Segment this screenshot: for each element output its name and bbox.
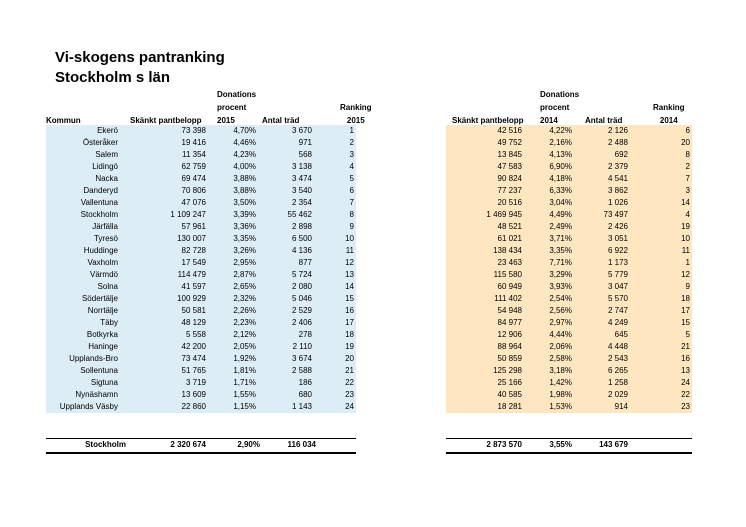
table-row (46, 149, 356, 161)
header-donations-label: Donations (540, 90, 580, 99)
table-row (46, 401, 356, 413)
cell-procent: 3,35% (233, 234, 256, 243)
cell-kommun: Järfälla (92, 222, 118, 231)
cell-ranking: 1 (349, 126, 354, 135)
page-title: Vi-skogens pantranking (55, 49, 225, 66)
cell-trad: 1 173 (607, 258, 628, 267)
cell-trad: 914 (614, 402, 628, 411)
cell-procent: 1,53% (549, 402, 572, 411)
cell-ranking: 4 (349, 162, 354, 171)
cell-belopp: 111 402 (494, 294, 522, 303)
table-row (446, 317, 692, 329)
cell-trad: 55 462 (287, 210, 312, 219)
cell-trad: 1 258 (607, 378, 628, 387)
cell-procent: 2,05% (233, 342, 256, 351)
cell-trad: 692 (614, 150, 628, 159)
cell-belopp: 77 237 (497, 186, 522, 195)
cell-belopp: 114 479 (177, 270, 206, 279)
cell-kommun: Vallentuna (80, 198, 118, 207)
cell-trad: 3 540 (291, 186, 312, 195)
cell-ranking: 17 (345, 318, 354, 327)
cell-trad: 2 379 (607, 162, 628, 171)
cell-trad: 1 026 (607, 198, 628, 207)
cell-belopp: 25 166 (497, 378, 522, 387)
cell-belopp: 115 580 (493, 270, 522, 279)
cell-belopp: 62 759 (181, 162, 206, 171)
table-row (46, 377, 356, 389)
cell-ranking: 9 (685, 282, 690, 291)
cell-ranking: 11 (681, 246, 690, 255)
cell-belopp: 51 765 (181, 366, 206, 375)
cell-kommun: Ekerö (97, 126, 118, 135)
cell-trad: 278 (298, 330, 312, 339)
cell-kommun: Täby (100, 318, 118, 327)
cell-ranking: 3 (685, 186, 690, 195)
cell-belopp: 69 474 (181, 174, 206, 183)
table-row (46, 209, 356, 221)
cell-ranking: 15 (681, 318, 690, 327)
cell-procent: 3,50% (233, 198, 256, 207)
cell-belopp: 61 021 (497, 234, 522, 243)
cell-ranking: 3 (349, 150, 354, 159)
cell-trad: 3 138 (291, 162, 312, 171)
ranking-table-2015 (46, 125, 356, 413)
cell-procent: 4,00% (233, 162, 256, 171)
cell-procent: 4,70% (233, 126, 256, 135)
header-ranking-year: 2015 (346, 116, 365, 125)
cell-trad: 2 529 (291, 306, 312, 315)
cell-ranking: 14 (681, 198, 690, 207)
total-trad-2014: 143 679 (599, 440, 628, 449)
cell-ranking: 16 (345, 306, 354, 315)
cell-procent: 2,65% (233, 282, 256, 291)
table-row (46, 293, 356, 305)
table-row (446, 233, 692, 245)
cell-ranking: 4 (685, 210, 690, 219)
cell-belopp: 90 824 (497, 174, 522, 183)
table-row (446, 149, 692, 161)
cell-trad: 2 898 (291, 222, 312, 231)
cell-trad: 3 670 (291, 126, 312, 135)
table-row (46, 353, 356, 365)
cell-procent: 4,23% (233, 150, 256, 159)
cell-procent: 1,92% (233, 354, 256, 363)
cell-trad: 186 (298, 378, 312, 387)
cell-belopp: 13 609 (181, 390, 206, 399)
cell-trad: 680 (298, 390, 312, 399)
cell-belopp: 5 558 (185, 330, 206, 339)
header-donations-2015 (217, 88, 256, 127)
cell-ranking: 24 (681, 378, 690, 387)
cell-procent: 2,87% (233, 270, 256, 279)
cell-kommun: Upplands Väsby (59, 402, 118, 411)
table-row (46, 185, 356, 197)
cell-ranking: 8 (349, 210, 354, 219)
cell-procent: 4,44% (549, 330, 572, 339)
cell-procent: 3,88% (233, 186, 256, 195)
cell-ranking: 22 (681, 390, 690, 399)
cell-procent: 4,18% (549, 174, 572, 183)
cell-procent: 2,23% (233, 318, 256, 327)
cell-belopp: 17 549 (181, 258, 206, 267)
cell-kommun: Norrtälje (87, 306, 118, 315)
cell-belopp: 11 354 (182, 150, 206, 159)
cell-ranking: 23 (345, 390, 354, 399)
cell-ranking: 7 (685, 174, 690, 183)
cell-trad: 3 674 (291, 354, 312, 363)
cell-belopp: 48 129 (181, 318, 206, 327)
table-row (446, 257, 692, 269)
cell-kommun: Upplands-Bro (69, 354, 118, 363)
cell-procent: 2,58% (549, 354, 572, 363)
table-row (446, 197, 692, 209)
header-procent-label: procent (217, 103, 247, 112)
cell-ranking: 6 (685, 126, 690, 135)
cell-trad: 877 (298, 258, 312, 267)
cell-ranking: 14 (345, 282, 354, 291)
cell-procent: 3,71% (549, 234, 572, 243)
cell-procent: 2,56% (549, 306, 572, 315)
cell-belopp: 100 929 (177, 294, 206, 303)
cell-procent: 1,55% (233, 390, 256, 399)
cell-belopp: 57 961 (181, 222, 206, 231)
table-row (446, 329, 692, 341)
table-row (46, 329, 356, 341)
cell-kommun: Sollentuna (80, 366, 118, 375)
header-year-label: 2015 (217, 116, 235, 125)
cell-procent: 2,95% (233, 258, 256, 267)
cell-kommun: Solna (97, 282, 118, 291)
cell-belopp: 50 581 (181, 306, 206, 315)
cell-belopp: 73 474 (181, 354, 206, 363)
cell-ranking: 10 (345, 234, 354, 243)
cell-ranking: 15 (345, 294, 354, 303)
header-ranking-2014 (653, 101, 685, 127)
cell-belopp: 54 948 (497, 306, 522, 315)
total-belopp-2015: 2 320 674 (170, 440, 206, 449)
table-row (446, 269, 692, 281)
table-row (446, 401, 692, 413)
cell-belopp: 88 964 (497, 342, 522, 351)
cell-kommun: Österåker (82, 138, 118, 147)
cell-kommun: Haninge (88, 342, 118, 351)
cell-procent: 3,18% (549, 366, 572, 375)
cell-kommun: Stockholm (80, 210, 118, 219)
table-row (446, 281, 692, 293)
cell-belopp: 60 949 (497, 282, 522, 291)
cell-ranking: 13 (345, 270, 354, 279)
table-row (46, 125, 356, 137)
cell-procent: 3,26% (233, 246, 256, 255)
cell-trad: 2 354 (291, 198, 312, 207)
cell-ranking: 8 (685, 150, 690, 159)
cell-belopp: 48 521 (497, 222, 522, 231)
cell-procent: 2,06% (549, 342, 572, 351)
cell-procent: 3,39% (233, 210, 256, 219)
table-row (46, 281, 356, 293)
cell-trad: 5 724 (291, 270, 312, 279)
cell-procent: 6,33% (549, 186, 572, 195)
cell-trad: 3 474 (291, 174, 312, 183)
cell-belopp: 3 719 (185, 378, 206, 387)
cell-ranking: 20 (681, 138, 690, 147)
cell-trad: 2 406 (291, 318, 312, 327)
cell-ranking: 17 (681, 306, 690, 315)
total-rule-bottom-left (46, 452, 356, 454)
table-row (446, 245, 692, 257)
table-row (46, 137, 356, 149)
cell-ranking: 7 (349, 198, 354, 207)
cell-ranking: 21 (345, 366, 354, 375)
cell-trad: 2 488 (607, 138, 628, 147)
cell-procent: 2,97% (549, 318, 572, 327)
cell-procent: 4,22% (549, 126, 572, 135)
cell-procent: 1,15% (233, 402, 256, 411)
header-ranking-label: Ranking (340, 103, 372, 112)
cell-trad: 4 448 (607, 342, 628, 351)
cell-belopp: 125 298 (493, 366, 522, 375)
table-row (446, 365, 692, 377)
cell-trad: 4 249 (607, 318, 628, 327)
table-row (446, 173, 692, 185)
cell-ranking: 9 (349, 222, 354, 231)
header-year-label: 2014 (540, 116, 558, 125)
cell-ranking: 11 (345, 246, 354, 255)
cell-procent: 2,54% (549, 294, 572, 303)
cell-belopp: 12 906 (497, 330, 522, 339)
cell-ranking: 22 (345, 378, 354, 387)
table-row (446, 389, 692, 401)
cell-procent: 6,90% (549, 162, 572, 171)
cell-kommun: Nynäshamn (75, 390, 118, 399)
cell-trad: 5 570 (607, 294, 628, 303)
cell-trad: 645 (614, 330, 628, 339)
cell-belopp: 13 845 (497, 150, 522, 159)
cell-procent: 2,49% (549, 222, 572, 231)
cell-kommun: Salem (95, 150, 118, 159)
cell-ranking: 19 (681, 222, 690, 231)
cell-trad: 2 126 (607, 126, 628, 135)
cell-belopp: 50 859 (497, 354, 522, 363)
cell-belopp: 84 977 (497, 318, 522, 327)
cell-kommun: Lidingö (92, 162, 118, 171)
cell-procent: 3,93% (549, 282, 572, 291)
cell-ranking: 18 (345, 330, 354, 339)
cell-trad: 4 541 (607, 174, 628, 183)
header-donations-2014 (540, 88, 579, 127)
cell-trad: 6 500 (291, 234, 312, 243)
cell-belopp: 47 076 (181, 198, 206, 207)
header-kommun: Kommun (46, 116, 81, 125)
cell-ranking: 10 (681, 234, 690, 243)
table-row (46, 257, 356, 269)
cell-trad: 5 779 (607, 270, 628, 279)
header-procent-label: procent (540, 103, 570, 112)
cell-belopp: 18 281 (497, 402, 522, 411)
cell-procent: 2,32% (233, 294, 256, 303)
cell-belopp: 41 597 (181, 282, 206, 291)
cell-belopp: 22 860 (181, 402, 206, 411)
cell-trad: 2 080 (291, 282, 312, 291)
table-row (446, 377, 692, 389)
cell-ranking: 5 (349, 174, 354, 183)
header-belopp-2014: Skänkt pantbelopp (452, 116, 524, 125)
cell-trad: 3 047 (607, 282, 628, 291)
cell-procent: 4,49% (549, 210, 572, 219)
cell-belopp: 49 752 (497, 138, 522, 147)
cell-trad: 4 136 (291, 246, 312, 255)
cell-trad: 2 588 (291, 366, 312, 375)
cell-kommun: Danderyd (83, 186, 118, 195)
cell-ranking: 18 (681, 294, 690, 303)
table-row (46, 173, 356, 185)
cell-ranking: 20 (345, 354, 354, 363)
cell-ranking: 2 (349, 138, 354, 147)
cell-belopp: 47 583 (497, 162, 522, 171)
total-procent-2014: 3,55% (549, 440, 572, 449)
cell-procent: 3,29% (549, 270, 572, 279)
total-procent-2015: 2,90% (237, 440, 260, 449)
cell-belopp: 130 007 (177, 234, 206, 243)
cell-belopp: 40 585 (497, 390, 522, 399)
table-row (46, 245, 356, 257)
table-row (446, 185, 692, 197)
cell-trad: 73 497 (603, 210, 628, 219)
cell-ranking: 2 (685, 162, 690, 171)
table-row (46, 197, 356, 209)
page-subtitle: Stockholm s län (55, 69, 171, 86)
cell-ranking: 23 (681, 402, 690, 411)
cell-ranking: 6 (349, 186, 354, 195)
table-row (46, 161, 356, 173)
cell-kommun: Södertälje (81, 294, 118, 303)
header-trad-2014: Antal träd (585, 116, 623, 125)
cell-belopp: 82 728 (181, 246, 206, 255)
cell-belopp: 19 416 (181, 138, 206, 147)
cell-trad: 2 029 (607, 390, 628, 399)
cell-procent: 1,81% (233, 366, 256, 375)
cell-kommun: Huddinge (83, 246, 118, 255)
cell-trad: 568 (298, 150, 312, 159)
header-ranking-year: 2014 (659, 116, 678, 125)
header-belopp-2015: Skänkt pantbelopp (130, 116, 202, 125)
cell-procent: 2,16% (549, 138, 572, 147)
table-row (46, 389, 356, 401)
table-row (446, 209, 692, 221)
cell-trad: 6 265 (607, 366, 628, 375)
cell-ranking: 19 (345, 342, 354, 351)
cell-procent: 1,42% (549, 378, 572, 387)
table-row (446, 341, 692, 353)
cell-procent: 4,46% (233, 138, 256, 147)
table-row (46, 269, 356, 281)
cell-ranking: 16 (681, 354, 690, 363)
cell-belopp: 1 109 247 (170, 210, 206, 219)
header-donations-label: Donations (217, 90, 257, 99)
cell-kommun: Vaxholm (87, 258, 118, 267)
cell-procent: 1,71% (233, 378, 256, 387)
cell-trad: 971 (298, 138, 312, 147)
cell-procent: 7,71% (549, 258, 572, 267)
cell-belopp: 1 469 945 (486, 210, 522, 219)
header-trad-2015: Antal träd (262, 116, 300, 125)
cell-kommun: Sigtuna (90, 378, 118, 387)
table-row (446, 353, 692, 365)
total-kommun: Stockholm (85, 440, 126, 449)
cell-belopp: 42 516 (497, 126, 522, 135)
cell-procent: 3,04% (549, 198, 572, 207)
table-row (46, 221, 356, 233)
cell-belopp: 70 806 (181, 186, 206, 195)
total-rule-bottom-right (446, 452, 692, 454)
cell-trad: 2 110 (292, 342, 312, 351)
cell-ranking: 24 (345, 402, 354, 411)
cell-procent: 3,88% (233, 174, 256, 183)
table-row (446, 125, 692, 137)
cell-kommun: Tyresö (93, 234, 118, 243)
cell-procent: 1,98% (549, 390, 572, 399)
ranking-table-2014 (446, 125, 692, 413)
cell-procent: 2,12% (233, 330, 256, 339)
cell-kommun: Nacka (95, 174, 118, 183)
cell-procent: 3,36% (233, 222, 256, 231)
table-row (446, 137, 692, 149)
total-trad-2015: 116 034 (287, 440, 316, 449)
cell-trad: 3 862 (607, 186, 628, 195)
cell-trad: 6 922 (607, 246, 628, 255)
cell-kommun: Botkyrka (86, 330, 118, 339)
cell-procent: 3,35% (549, 246, 572, 255)
table-row (46, 341, 356, 353)
cell-belopp: 20 516 (497, 198, 522, 207)
cell-ranking: 5 (685, 330, 690, 339)
header-ranking-label: Ranking (653, 103, 685, 112)
table-row (46, 365, 356, 377)
table-row (46, 305, 356, 317)
cell-belopp: 73 398 (181, 126, 206, 135)
cell-trad: 2 543 (607, 354, 628, 363)
table-row (446, 221, 692, 233)
header-ranking-2015 (340, 101, 372, 127)
cell-trad: 2 747 (607, 306, 628, 315)
cell-ranking: 21 (681, 342, 690, 351)
cell-belopp: 23 463 (497, 258, 522, 267)
cell-ranking: 1 (685, 258, 690, 267)
cell-procent: 4,13% (549, 150, 572, 159)
cell-ranking: 12 (345, 258, 354, 267)
cell-trad: 3 051 (607, 234, 628, 243)
cell-ranking: 13 (681, 366, 690, 375)
cell-belopp: 138 434 (493, 246, 522, 255)
table-row (446, 305, 692, 317)
table-row (46, 317, 356, 329)
total-belopp-2014: 2 873 570 (486, 440, 522, 449)
cell-trad: 1 143 (291, 402, 312, 411)
cell-procent: 2,26% (233, 306, 256, 315)
cell-trad: 5 046 (291, 294, 312, 303)
table-row (446, 293, 692, 305)
table-row (46, 233, 356, 245)
cell-trad: 2 426 (607, 222, 628, 231)
cell-belopp: 42 200 (181, 342, 206, 351)
table-row (446, 161, 692, 173)
cell-ranking: 12 (681, 270, 690, 279)
cell-kommun: Värmdö (89, 270, 118, 279)
